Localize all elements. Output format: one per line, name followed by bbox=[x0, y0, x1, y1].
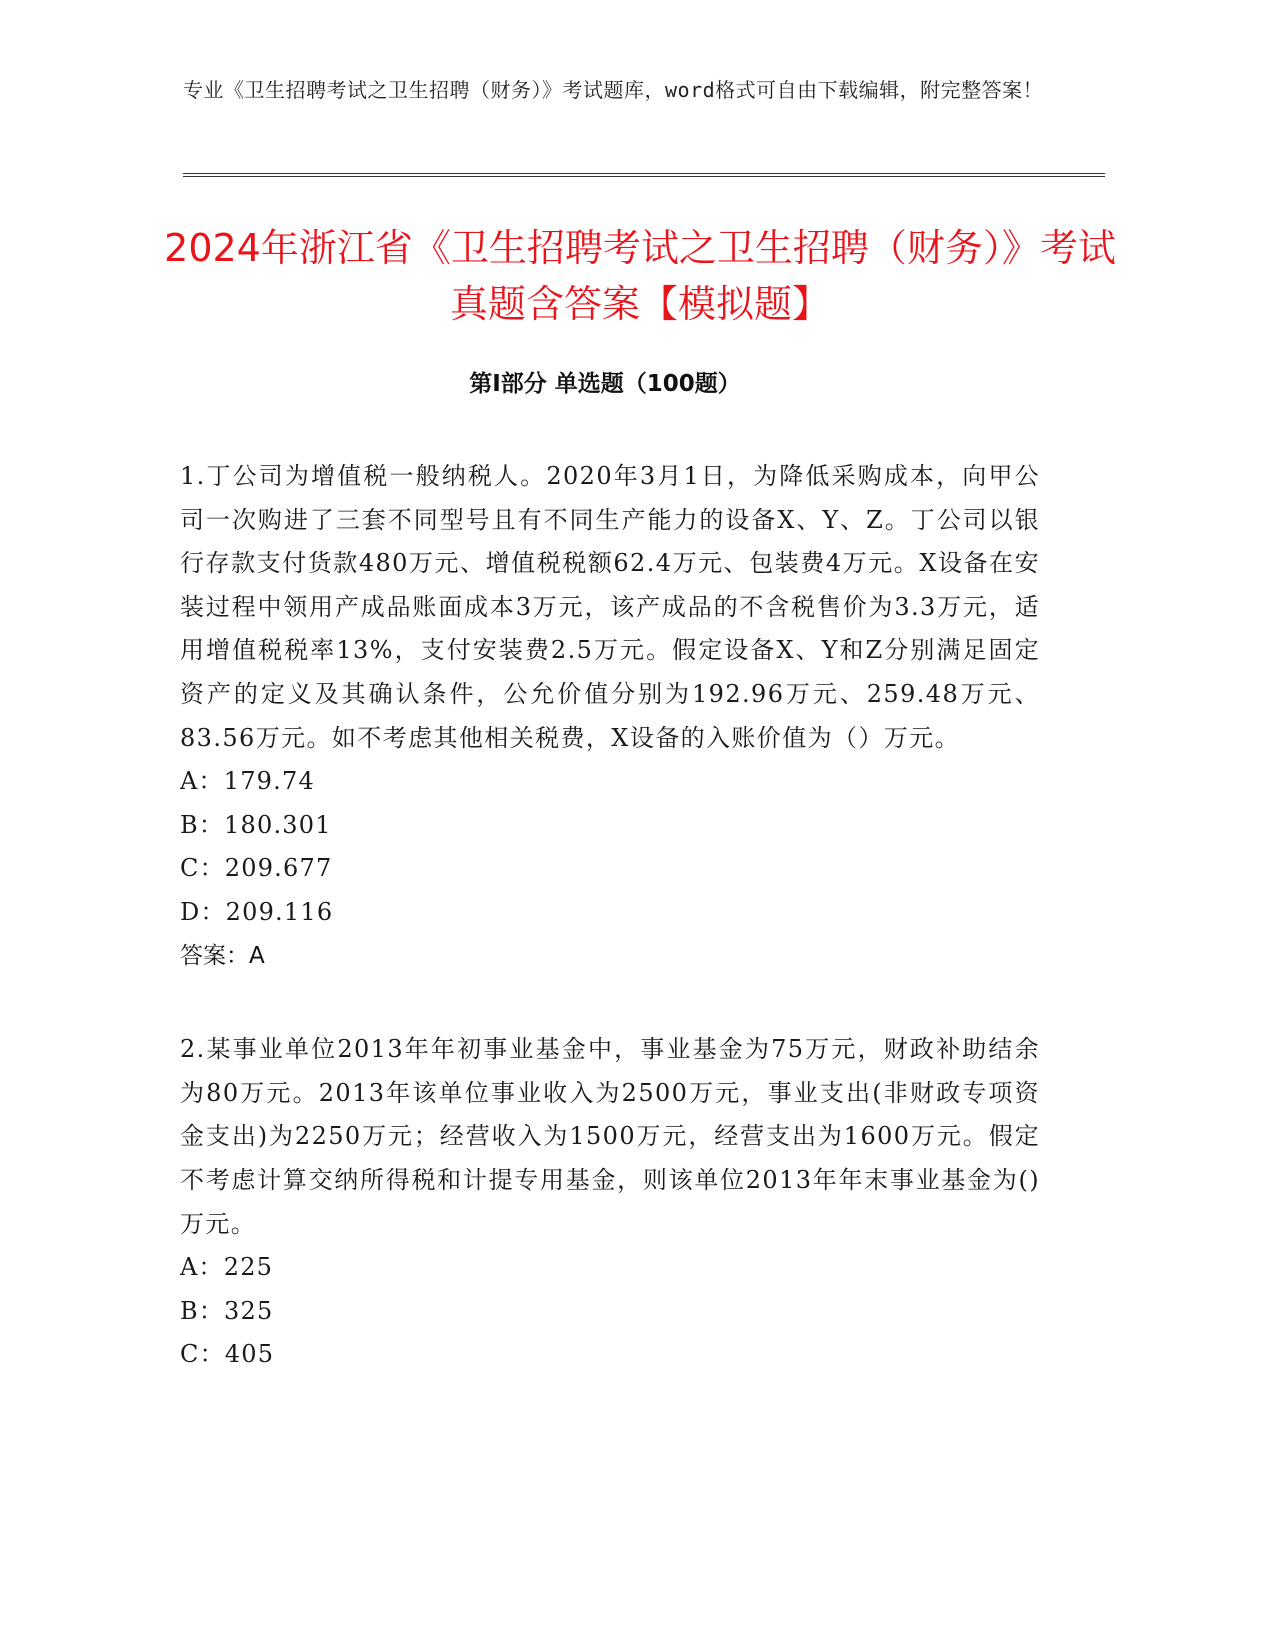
option-list bbox=[180, 760, 1040, 934]
option-b: B：325 bbox=[180, 1296, 274, 1325]
option-a: A：179.74 bbox=[180, 767, 315, 796]
question-1 bbox=[180, 455, 1040, 978]
question-stem: 1.丁公司为增值税一般纳税人。2020年3月1日，为降低采购成本，向甲公司一次购进了三套不同型号且有不同生产能力的设备X、Y、Z。丁公司以银行存款支付货款480万元、增值税税额62.4万元、包装费4万元。X设备在安装过程中领用产成品账面成本3万元，该产成品的不含税售价为3.3万元，适用增值税税率13%，支付安装费2.5万元。假定设备X、Y和Z分别满足固定资产的定义及其确认条件，公允价值分别为192.96万元、259.48万元、83.56万元。如不考虑其他相关税费，X设备的入账价值为（）万元。 bbox=[180, 462, 1040, 752]
answer-line: 答案：A bbox=[180, 942, 265, 969]
question-2 bbox=[180, 1028, 1040, 1377]
option-a: A：225 bbox=[180, 1253, 274, 1282]
question-list bbox=[180, 455, 1040, 1427]
question-stem: 2.某事业单位2013年年初事业基金中，事业基金为75万元，财政补助结余为80万元。2013年该单位事业收入为2500万元，事业支出(非财政专项资金支出)为2250万元；经营收入为1500万元，经营支出为1600万元。假定不考虑计算交纳所得税和计提专用基金，则该单位2013年年末事业基金为()万元。 bbox=[180, 1035, 1040, 1238]
document-title: 2024年浙江省《卫生招聘考试之卫生招聘（财务）》考试真题含答案【模拟题】 bbox=[164, 226, 1116, 326]
option-b: B：180.301 bbox=[180, 810, 332, 839]
option-c: C：405 bbox=[180, 1340, 275, 1369]
option-c: C：209.677 bbox=[180, 854, 333, 883]
header-note: 专业《卫生招聘考试之卫生招聘（财务）》考试题库，word格式可自由下载编辑，附完整答案！ bbox=[183, 78, 1044, 102]
section-title: 第I部分 单选题（100题） bbox=[469, 371, 741, 397]
header-divider bbox=[183, 173, 1105, 177]
option-list bbox=[180, 1246, 1040, 1377]
option-d: D：209.116 bbox=[180, 897, 334, 926]
